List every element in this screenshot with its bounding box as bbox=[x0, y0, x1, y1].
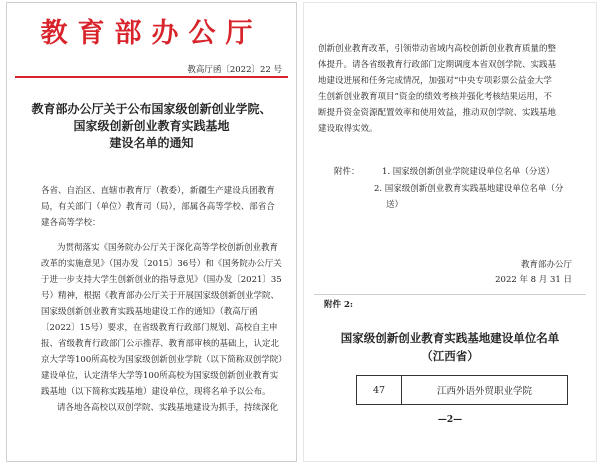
paragraph-line: 号）精神，根据《教育部办公厅关于开展国家级创新创业学院、 bbox=[41, 291, 280, 301]
page-number: —2— bbox=[437, 415, 463, 425]
attachment-item-1 bbox=[382, 164, 592, 180]
paragraph-line: 〔2022〕15号）要求，在省级教育行政部门规划、高校自主申 bbox=[41, 323, 278, 333]
table-cell-school-name: 江西外语外贸职业学院 bbox=[436, 386, 532, 397]
addressee-line: 各省、自治区、直辖市教育厅（教委），新疆生产建设兵团教育 bbox=[41, 186, 275, 196]
paragraph-line: 国家级创新创业教育实践基地建设工作的通知》（教高厅函 bbox=[41, 307, 258, 317]
document-header: 教育部办公厅 bbox=[40, 18, 263, 49]
annex-table-row bbox=[356, 375, 568, 405]
paragraph-line: 地建设进展和任务完成情况，加强对“中央专项彩票公益金大学 bbox=[318, 76, 552, 86]
paragraph-line: 改革的实施意见》（国办发〔2015〕36号）和《国务院办公厅关 bbox=[41, 259, 282, 269]
annex-title: 国家级创新创业教育实践基地建设单位名单 bbox=[340, 331, 560, 345]
attachments-label: 附件： bbox=[334, 167, 360, 177]
attachment-item-2 bbox=[374, 181, 590, 213]
paragraph-line: 建设单位，认定清华大学等100所高校为国家级创新创业教育实 bbox=[41, 371, 279, 381]
header-red-rule bbox=[15, 76, 288, 78]
attachment-line: 送） bbox=[386, 200, 404, 210]
paragraph-line: 生创新创业教育项目”资金的绩效考核并强化考核结果运用，不 bbox=[318, 92, 552, 102]
document-title bbox=[17, 101, 286, 152]
signing-organization: 教育部办公厅 bbox=[520, 260, 572, 270]
annex-label: 附件 2: bbox=[324, 300, 354, 310]
document-page-left bbox=[6, 2, 297, 462]
document-number: 教高厅函〔2022〕22 号 bbox=[187, 65, 282, 75]
paragraph-line: 体提升。请各省级教育行政部门定期调度本省双创学院、实践基 bbox=[318, 60, 557, 70]
paragraph-line: 建设取得实效。 bbox=[318, 124, 378, 134]
paragraph-line: 报、省级教育行政部门公示推荐、教育部审核的基础上，认定北 bbox=[41, 339, 280, 349]
paragraph-line: 请各地各高校以双创学院、实践基地建设为抓手，持续深化 bbox=[57, 403, 279, 413]
page-divider bbox=[314, 294, 586, 295]
addressee-line: 建各高等学校： bbox=[41, 218, 101, 228]
paragraph-line: 京大学等100所高校为国家级创新创业学院（以下简称双创学院） bbox=[41, 355, 287, 365]
paragraph-line: 践基地（以下简称实践基地）建设单位，现将名单予以公布。 bbox=[41, 387, 271, 397]
title-line: 教育部办公厅关于公布国家级创新创业学院、 bbox=[31, 102, 272, 116]
attachment-line: 2. 国家级创新创业教育实践基地建设单位名单（分 bbox=[374, 184, 564, 194]
paragraph-line: 断提升资金资源配置效率和使用效益，推动双创学院、实践基地 bbox=[318, 108, 557, 118]
attachment-line: 1. 国家级创新创业学院建设单位名单（分送） bbox=[382, 167, 555, 177]
title-line: 国家级创新创业教育实践基地 bbox=[73, 119, 230, 133]
addressee-block bbox=[41, 183, 291, 231]
body-paragraph bbox=[41, 240, 291, 416]
signing-date: 2022 年 8 月 31 日 bbox=[495, 275, 572, 285]
annex-subtitle: （江西省） bbox=[421, 349, 479, 363]
document-page-right bbox=[303, 2, 597, 462]
addressee-line: 局，有关部门（单位）教育司（局），部属各高等学校、部省合 bbox=[41, 202, 275, 212]
paragraph-line: 创新创业教育改革，引领带动省域内高校创新创业教育质量的整 bbox=[318, 44, 557, 54]
paragraph-line: 于进一步支持大学生创新创业的指导意见》（国办发〔2021〕35 bbox=[41, 275, 282, 285]
body-paragraph-continued bbox=[318, 41, 586, 137]
title-line: 建设名单的通知 bbox=[109, 136, 194, 150]
paragraph-line: 为贯彻落实《国务院办公厅关于深化高等学校创新创业教育 bbox=[57, 243, 279, 253]
table-cell-number: 47 bbox=[357, 376, 402, 404]
